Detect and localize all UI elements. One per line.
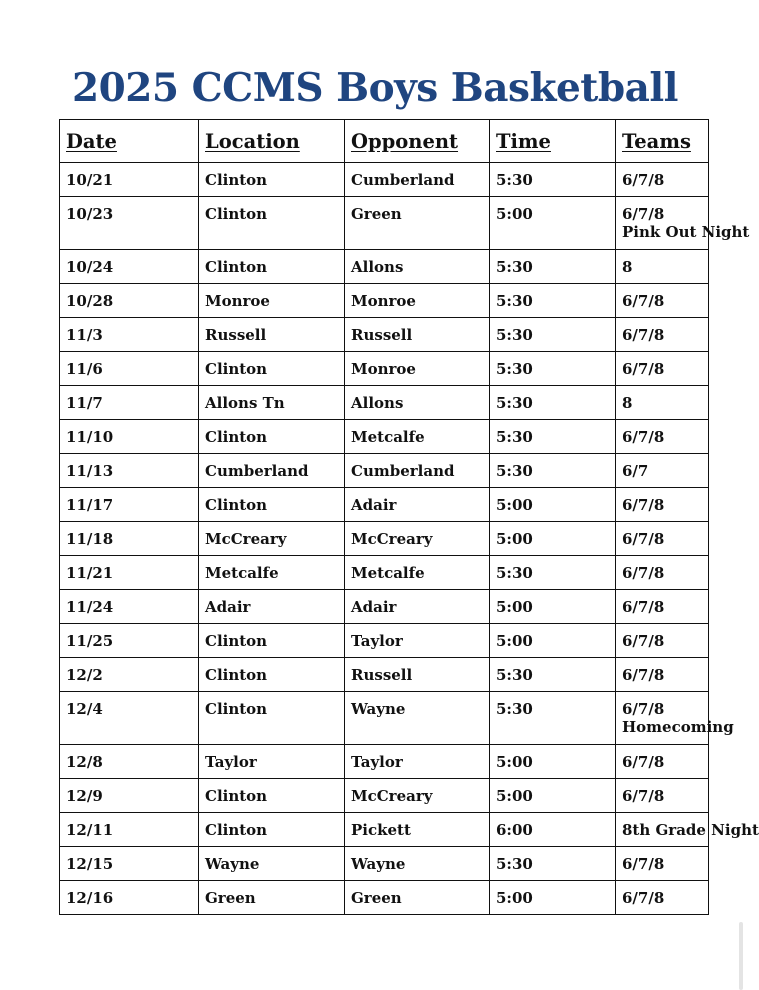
- teams-value: 6/7/8: [622, 632, 665, 650]
- opponent-value: Green: [351, 889, 402, 907]
- location-value: Adair: [205, 598, 251, 616]
- time-value: 5:00: [496, 598, 533, 616]
- cell-opponent: [345, 590, 490, 624]
- time-value: 5:30: [496, 855, 533, 873]
- cell-date: [60, 692, 199, 745]
- time-value: 5:00: [496, 496, 533, 514]
- opponent-value: Monroe: [351, 360, 416, 378]
- schedule-table: [59, 119, 759, 915]
- event-note: Pink Out Night: [622, 223, 750, 241]
- location-value: Clinton: [205, 258, 268, 276]
- opponent-value: McCreary: [351, 530, 433, 548]
- teams-value: 6/7/8: [622, 205, 665, 223]
- cell-location: [199, 352, 345, 386]
- time-value: 5:30: [496, 666, 533, 684]
- time-value: 5:00: [496, 889, 533, 907]
- table-row: [60, 590, 709, 624]
- location-value: Clinton: [205, 171, 268, 189]
- cell-date: [60, 847, 199, 881]
- table-row: [60, 522, 709, 556]
- date-value: 11/10: [66, 428, 114, 446]
- cell-location: [199, 488, 345, 522]
- cell-teams: [616, 488, 709, 522]
- cell-time: [490, 881, 616, 915]
- location-value: Clinton: [205, 496, 268, 514]
- location-value: Clinton: [205, 428, 268, 446]
- cell-opponent: [345, 284, 490, 318]
- cell-time: [490, 318, 616, 352]
- cell-time: [490, 624, 616, 658]
- event-note: Homecoming: [622, 718, 734, 736]
- cell-location: [199, 420, 345, 454]
- location-value: McCreary: [205, 530, 287, 548]
- time-value: 5:00: [496, 530, 533, 548]
- cell-time: [490, 745, 616, 779]
- date-value: 10/28: [66, 292, 114, 310]
- table-row: [60, 250, 709, 284]
- cell-time: [490, 847, 616, 881]
- teams-value: 8: [622, 258, 633, 276]
- cell-location: [199, 284, 345, 318]
- location-value: Allons Tn: [205, 394, 285, 412]
- time-value: 5:30: [496, 360, 533, 378]
- cell-opponent: [345, 318, 490, 352]
- table-row: [60, 745, 709, 779]
- cell-date: [60, 658, 199, 692]
- cell-opponent: [345, 556, 490, 590]
- cell-teams: [616, 692, 734, 745]
- date-value: 10/24: [66, 258, 114, 276]
- opponent-value: Wayne: [351, 700, 406, 718]
- teams-value: 6/7/8: [622, 428, 665, 446]
- cell-teams: [616, 522, 709, 556]
- cell-opponent: [345, 522, 490, 556]
- cell-time: [490, 488, 616, 522]
- date-value: 10/23: [66, 205, 114, 223]
- cell-opponent: [345, 197, 490, 250]
- teams-value: 6/7/8: [622, 889, 665, 907]
- cell-teams: [616, 813, 759, 847]
- date-value: 11/24: [66, 598, 114, 616]
- date-value: 11/17: [66, 496, 114, 514]
- location-value: Clinton: [205, 666, 268, 684]
- date-value: 10/21: [66, 171, 114, 189]
- time-value: 5:30: [496, 564, 533, 582]
- header-teams: Teams: [616, 120, 709, 163]
- teams-value: 6/7/8: [622, 292, 665, 310]
- opponent-value: Pickett: [351, 821, 411, 839]
- time-value: 5:30: [496, 292, 533, 310]
- cell-teams: [616, 420, 709, 454]
- time-value: 5:30: [496, 258, 533, 276]
- location-value: Clinton: [205, 821, 268, 839]
- cell-opponent: [345, 250, 490, 284]
- cell-date: [60, 779, 199, 813]
- opponent-value: Green: [351, 205, 402, 223]
- time-value: 5:30: [496, 428, 533, 446]
- header-date: Date: [60, 120, 199, 163]
- opponent-value: Monroe: [351, 292, 416, 310]
- page-title: 2025 CCMS Boys Basketball: [72, 65, 678, 111]
- cell-time: [490, 420, 616, 454]
- cell-opponent: [345, 454, 490, 488]
- cell-opponent: [345, 692, 490, 745]
- date-value: 11/13: [66, 462, 114, 480]
- cell-date: [60, 197, 199, 250]
- date-value: 11/3: [66, 326, 103, 344]
- table-row: [60, 692, 709, 745]
- cell-opponent: [345, 624, 490, 658]
- cell-teams: [616, 250, 709, 284]
- date-value: 11/7: [66, 394, 103, 412]
- cell-time: [490, 250, 616, 284]
- date-value: 12/9: [66, 787, 103, 805]
- cell-teams: [616, 318, 709, 352]
- time-value: 5:30: [496, 462, 533, 480]
- location-value: Wayne: [205, 855, 260, 873]
- location-value: Green: [205, 889, 256, 907]
- cell-location: [199, 847, 345, 881]
- header-opponent: Opponent: [345, 120, 490, 163]
- cell-opponent: [345, 881, 490, 915]
- opponent-value: Cumberland: [351, 462, 455, 480]
- opponent-value: Allons: [351, 394, 404, 412]
- cell-date: [60, 352, 199, 386]
- date-value: 11/25: [66, 632, 114, 650]
- cell-teams: [616, 881, 709, 915]
- teams-value: 6/7: [622, 462, 649, 480]
- teams-value: 6/7/8: [622, 666, 665, 684]
- cell-time: [490, 692, 616, 745]
- location-value: Clinton: [205, 787, 268, 805]
- date-value: 12/4: [66, 700, 103, 718]
- teams-value: 8: [622, 394, 633, 412]
- table-row: [60, 163, 709, 197]
- cell-opponent: [345, 420, 490, 454]
- location-value: Cumberland: [205, 462, 309, 480]
- cell-opponent: [345, 779, 490, 813]
- cell-time: [490, 386, 616, 420]
- cell-teams: [616, 624, 709, 658]
- time-value: 5:30: [496, 171, 533, 189]
- table-row: [60, 881, 709, 915]
- opponent-value: Metcalfe: [351, 564, 425, 582]
- cell-teams: [616, 590, 709, 624]
- cell-location: [199, 624, 345, 658]
- cell-time: [490, 454, 616, 488]
- table-row: [60, 352, 709, 386]
- teams-value: 6/7/8: [622, 171, 665, 189]
- opponent-value: Allons: [351, 258, 404, 276]
- location-value: Monroe: [205, 292, 270, 310]
- opponent-value: Russell: [351, 666, 413, 684]
- location-value: Clinton: [205, 700, 268, 718]
- teams-value: 6/7/8: [622, 598, 665, 616]
- table-row: [60, 488, 709, 522]
- cell-location: [199, 522, 345, 556]
- cell-opponent: [345, 658, 490, 692]
- opponent-value: McCreary: [351, 787, 433, 805]
- date-value: 12/11: [66, 821, 114, 839]
- date-value: 12/15: [66, 855, 114, 873]
- teams-value: 6/7/8: [622, 564, 665, 582]
- header-location: Location: [199, 120, 345, 163]
- cell-teams: [616, 284, 709, 318]
- teams-value: 6/7/8: [622, 530, 665, 548]
- location-value: Russell: [205, 326, 267, 344]
- scrollbar[interactable]: [739, 922, 743, 990]
- cell-location: [199, 454, 345, 488]
- cell-date: [60, 420, 199, 454]
- date-value: 11/21: [66, 564, 114, 582]
- cell-opponent: [345, 163, 490, 197]
- table-row: [60, 556, 709, 590]
- cell-location: [199, 658, 345, 692]
- opponent-value: Wayne: [351, 855, 406, 873]
- cell-time: [490, 658, 616, 692]
- date-value: 12/16: [66, 889, 114, 907]
- date-value: 11/6: [66, 360, 103, 378]
- time-value: 5:30: [496, 326, 533, 344]
- cell-teams: [616, 386, 709, 420]
- cell-time: [490, 813, 616, 847]
- cell-time: [490, 197, 616, 250]
- cell-location: [199, 692, 345, 745]
- cell-date: [60, 624, 199, 658]
- location-value: Taylor: [205, 753, 257, 771]
- cell-teams: [616, 454, 709, 488]
- opponent-value: Russell: [351, 326, 413, 344]
- cell-teams: [616, 779, 709, 813]
- cell-teams: [616, 163, 709, 197]
- teams-value: 6/7/8: [622, 787, 665, 805]
- cell-location: [199, 590, 345, 624]
- cell-date: [60, 250, 199, 284]
- cell-date: [60, 454, 199, 488]
- table-row: [60, 658, 709, 692]
- teams-value: 6/7/8: [622, 855, 665, 873]
- opponent-value: Taylor: [351, 632, 403, 650]
- time-value: 5:00: [496, 205, 533, 223]
- cell-date: [60, 386, 199, 420]
- table-row: [60, 420, 709, 454]
- cell-date: [60, 284, 199, 318]
- table-row: [60, 318, 709, 352]
- cell-date: [60, 556, 199, 590]
- time-value: 5:00: [496, 787, 533, 805]
- time-value: 5:30: [496, 394, 533, 412]
- cell-location: [199, 386, 345, 420]
- cell-opponent: [345, 745, 490, 779]
- table-row: [60, 624, 709, 658]
- date-value: 12/8: [66, 753, 103, 771]
- cell-time: [490, 352, 616, 386]
- opponent-value: Cumberland: [351, 171, 455, 189]
- location-value: Clinton: [205, 205, 268, 223]
- cell-teams: [616, 745, 709, 779]
- teams-value: 6/7/8: [622, 496, 665, 514]
- cell-date: [60, 488, 199, 522]
- date-value: 11/18: [66, 530, 114, 548]
- cell-date: [60, 590, 199, 624]
- cell-location: [199, 745, 345, 779]
- cell-date: [60, 163, 199, 197]
- cell-opponent: [345, 847, 490, 881]
- cell-time: [490, 590, 616, 624]
- time-value: 6:00: [496, 821, 533, 839]
- date-value: 12/2: [66, 666, 103, 684]
- cell-date: [60, 745, 199, 779]
- cell-location: [199, 556, 345, 590]
- cell-location: [199, 163, 345, 197]
- cell-teams: [616, 352, 709, 386]
- table-row: [60, 779, 709, 813]
- table-row: [60, 454, 709, 488]
- cell-teams: [616, 658, 709, 692]
- cell-time: [490, 522, 616, 556]
- cell-time: [490, 556, 616, 590]
- teams-value: 6/7/8: [622, 326, 665, 344]
- cell-teams: [616, 556, 709, 590]
- cell-date: [60, 813, 199, 847]
- header-time: Time: [490, 120, 616, 163]
- teams-value: 6/7/8: [622, 360, 665, 378]
- cell-opponent: [345, 813, 490, 847]
- table-row: [60, 284, 709, 318]
- cell-opponent: [345, 488, 490, 522]
- teams-value: 6/7/8: [622, 753, 665, 771]
- table-header-row: [60, 120, 709, 163]
- time-value: 5:00: [496, 632, 533, 650]
- cell-location: [199, 318, 345, 352]
- opponent-value: Adair: [351, 496, 397, 514]
- cell-location: [199, 197, 345, 250]
- cell-time: [490, 284, 616, 318]
- opponent-value: Metcalfe: [351, 428, 425, 446]
- teams-value: 8th Grade Night: [622, 821, 759, 839]
- table-row: [60, 386, 709, 420]
- cell-time: [490, 779, 616, 813]
- cell-location: [199, 779, 345, 813]
- cell-location: [199, 881, 345, 915]
- location-value: Metcalfe: [205, 564, 279, 582]
- teams-value: 6/7/8: [622, 700, 665, 718]
- time-value: 5:00: [496, 753, 533, 771]
- cell-date: [60, 522, 199, 556]
- time-value: 5:30: [496, 700, 533, 718]
- cell-opponent: [345, 386, 490, 420]
- opponent-value: Taylor: [351, 753, 403, 771]
- cell-date: [60, 318, 199, 352]
- table-row: [60, 197, 709, 250]
- cell-time: [490, 163, 616, 197]
- cell-teams: [616, 197, 750, 250]
- cell-location: [199, 250, 345, 284]
- cell-opponent: [345, 352, 490, 386]
- schedule-body: [60, 163, 759, 915]
- table-row: [60, 847, 709, 881]
- table-row: [60, 813, 709, 847]
- cell-teams: [616, 847, 709, 881]
- cell-location: [199, 813, 345, 847]
- opponent-value: Adair: [351, 598, 397, 616]
- location-value: Clinton: [205, 360, 268, 378]
- location-value: Clinton: [205, 632, 268, 650]
- cell-date: [60, 881, 199, 915]
